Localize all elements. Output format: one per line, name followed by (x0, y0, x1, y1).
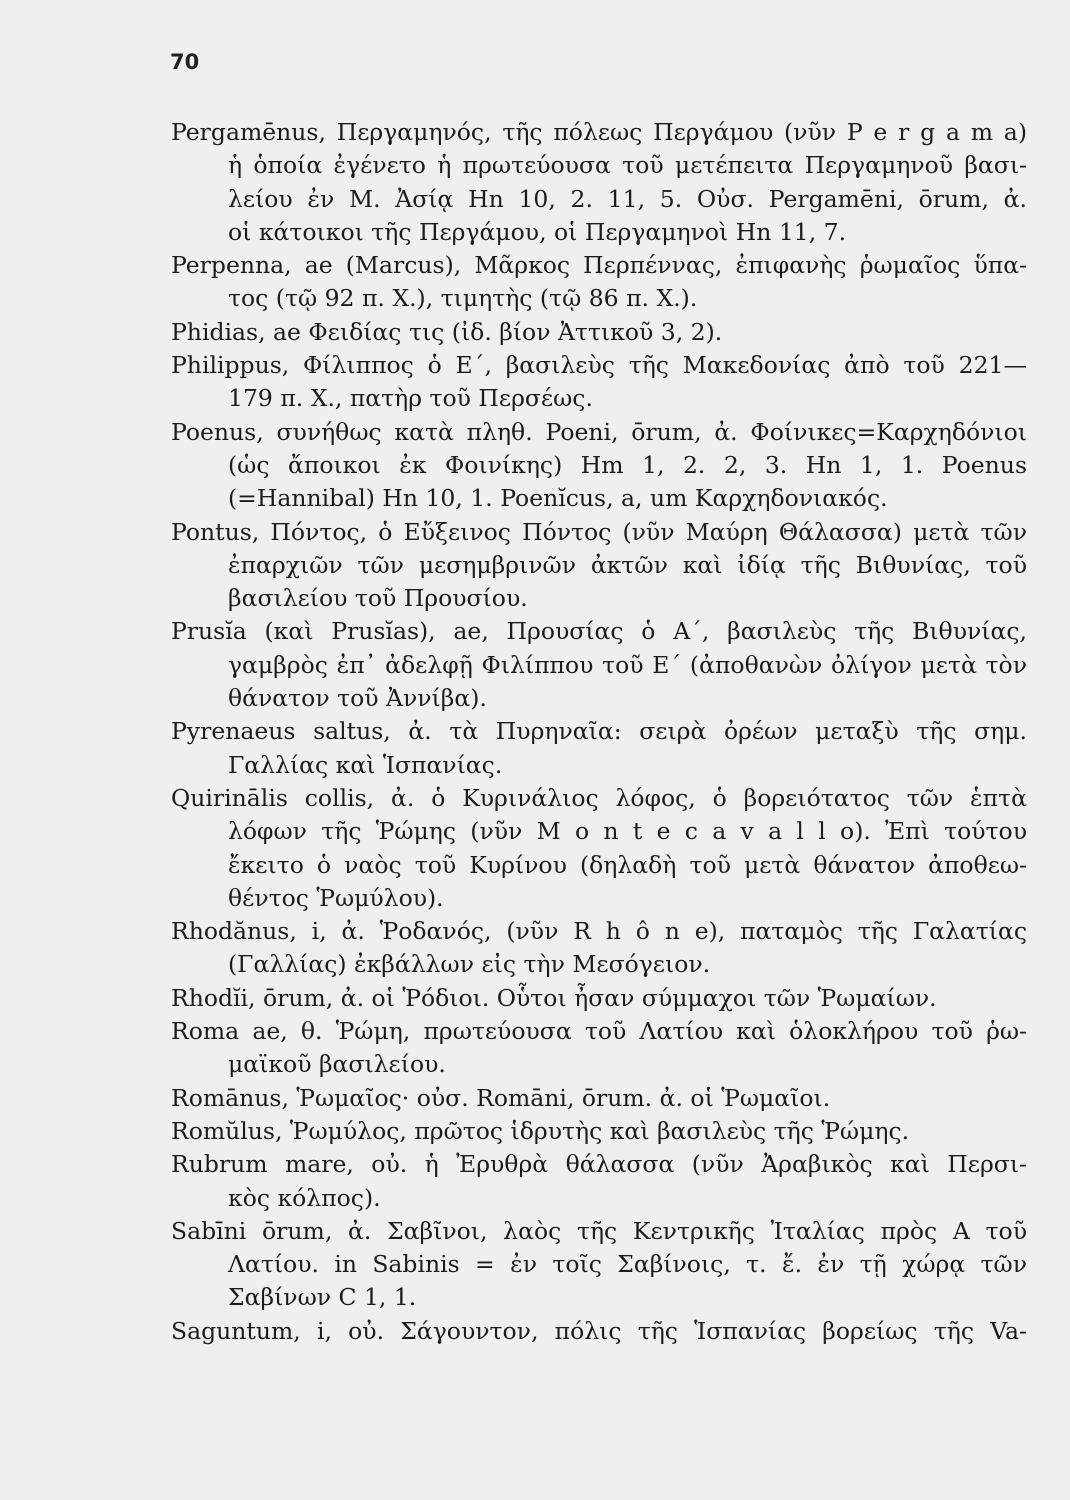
dictionary-entries (171, 116, 1027, 1348)
entry-line: Sabīni ōrum, ἀ. Σαβῖνοι, λαὸς τῆς Κεντρικῆς Ἰταλίας πρὸς Α τοῦ (171, 1216, 1027, 1245)
entry-quirinalis (171, 782, 1027, 915)
entry-line: Pyrenaeus saltus, ἀ. τὰ Πυρηναῖα: σειρὰ ὀρέων μεταξὺ τῆς σημ. (171, 717, 1027, 746)
entry-line: θέντος Ῥωμύλου). (228, 883, 444, 912)
entry-sabini (171, 1215, 1027, 1315)
entry-line: κὸς κόλπος). (228, 1183, 381, 1212)
entry-line: (ὡς ἄποικοι ἐκ Φοινίκης) Hm 1, 2. 2, 3. Hn 1, 1. Poenus (228, 450, 1027, 479)
entry-line: Poenus, συνήθως κατὰ πληθ. Poeni, ōrum, ἀ. Φοίνικες=Καρχηδόνιοι (171, 417, 1027, 446)
entry-line: Phidias, ae Φειδίας τις (ἰδ. βίον Ἀττικοῦ 3, 2). (171, 317, 723, 346)
entry-pyrenaeus (171, 715, 1027, 782)
entry-rhodanus (171, 915, 1027, 982)
entry-pergamenus (171, 116, 1027, 249)
entry-pontus (171, 516, 1027, 616)
page-number: 70 (170, 50, 200, 74)
entry-line: (=Hannibal) Hn 10, 1. Poenĭcus, a, um Καρχηδονιακός. (228, 484, 888, 513)
entry-line: λείου ἐν Μ. Ἀσίᾳ Hn 10, 2. 11, 5. Οὐσ. Pergamēni, ōrum, ἀ. (228, 184, 1027, 213)
entry-line: θάνατον τοῦ Ἀννίβα). (228, 684, 487, 713)
entry-line: Perpenna, ae (Marcus), Μᾶρκος Περπέννας, ἐπιφανὴς ῥωμαῖος ὕπα- (171, 251, 1027, 280)
entry-line: Romānus, Ῥωμαῖος· οὐσ. Romāni, ōrum. ἀ. οἱ Ῥωμαῖοι. (171, 1083, 831, 1112)
entry-romulus (171, 1115, 1027, 1148)
entry-line: Γαλλίας καὶ Ἱσπανίας. (228, 750, 503, 779)
entry-line: ἐπαρχιῶν τῶν μεσημβρινῶν ἀκτῶν καὶ ἰδίᾳ τῆς Βιθυνίας, τοῦ (228, 550, 1027, 579)
entry-philippus (171, 349, 1027, 416)
entry-line: λόφων τῆς Ῥώμης (νῦν M o n t e c a v a l l o). Ἐπὶ τούτου (228, 817, 1027, 846)
entry-line: Rubrum mare, οὐ. ἡ Ἐρυθρὰ θάλασσα (νῦν Ἀραβικὸς καὶ Περσι- (171, 1150, 1027, 1179)
entry-romanus (171, 1082, 1027, 1115)
entry-prusia (171, 615, 1027, 715)
entry-line: Quirinālis collis, ἀ. ὁ Κυρινάλιος λόφος, ὁ βορειότατος τῶν ἑπτὰ (171, 783, 1027, 812)
entry-line: ἔκειτο ὁ ναὸς τοῦ Κυρίνου (δηλαδὴ τοῦ μετὰ θάνατον ἀποθεω- (228, 850, 1027, 879)
entry-line: μαϊκοῦ βασιλείου. (228, 1050, 446, 1079)
entry-line: Romŭlus, Ῥωμύλος, πρῶτος ἱδρυτὴς καὶ βασιλεὺς τῆς Ῥώμης. (171, 1116, 910, 1145)
entry-line: Philippus, Φίλιππος ὁ Ε΄, βασιλεὺς τῆς Μακεδονίας ἀπὸ τοῦ 221— (171, 351, 1027, 380)
entry-line: Pontus, Πόντος, ὁ Εὔξεινος Πόντος (νῦν Μαύρη Θάλασσα) μετὰ τῶν (171, 517, 1027, 546)
entry-line: (Γαλλίας) ἐκβάλλων εἰς τὴν Μεσόγειον. (228, 950, 711, 979)
entry-line: Rhodănus, i, ἀ. Ῥοδανός, (νῦν R h ô n e), παταμὸς τῆς Γαλατίας (171, 917, 1027, 946)
entry-line: 179 π. Χ., πατὴρ τοῦ Περσέως. (228, 384, 593, 413)
entry-perpenna (171, 249, 1027, 316)
entry-rubrum-mare (171, 1148, 1027, 1215)
entry-line: Pergamēnus, Περγαμηνός, τῆς πόλεως Περγάμου (νῦν P e r g a m a) (171, 118, 1027, 146)
entry-poenus (171, 416, 1027, 516)
entry-line: γαμβρὸς ἐπ᾽ ἀδελφῇ Φιλίππου τοῦ Ε΄ (ἀποθανὼν ὀλίγον μετὰ τὸν (228, 650, 1027, 679)
entry-line: Saguntum, i, οὐ. Σάγουντον, πόλις τῆς Ἱσπανίας βορείως τῆς Va- (171, 1316, 1027, 1345)
entry-line: Prusĭa (καὶ Prusĭas), ae, Προυσίας ὁ Α΄, βασιλεὺς τῆς Βιθυνίας, (171, 617, 1027, 646)
entry-phidias (171, 316, 1027, 349)
entry-rhodii (171, 982, 1027, 1015)
entry-line: βασιλείου τοῦ Προυσίου. (228, 584, 528, 613)
entry-line: Λατίου. in Sabinis = ἐν τοῖς Σαβίνοις, τ. ἔ. ἐν τῇ χώρᾳ τῶν (228, 1250, 1027, 1279)
entry-roma (171, 1015, 1027, 1082)
entry-line: Rhodĭi, ōrum, ἀ. οἱ Ῥόδιοι. Οὗτοι ἦσαν σύμμαχοι τῶν Ῥωμαίων. (171, 983, 937, 1012)
entry-line: τος (τῷ 92 π. Χ.), τιμητὴς (τῷ 86 π. Χ.). (228, 284, 698, 313)
entry-line: ἡ ὁποία ἐγένετο ἡ πρωτεύουσα τοῦ μετέπειτα Περγαμηνοῦ βασι- (228, 151, 1027, 180)
entry-line: οἱ κάτοικοι τῆς Περγάμου, οἱ Περγαμηνοὶ Hn 11, 7. (228, 217, 847, 246)
entry-saguntum (171, 1315, 1027, 1348)
entry-line: Roma ae, θ. Ῥώμη, πρωτεύουσα τοῦ Λατίου καὶ ὁλοκλήρου τοῦ ῥω- (171, 1017, 1027, 1046)
entry-line: Σαβίνων C 1, 1. (228, 1283, 417, 1312)
